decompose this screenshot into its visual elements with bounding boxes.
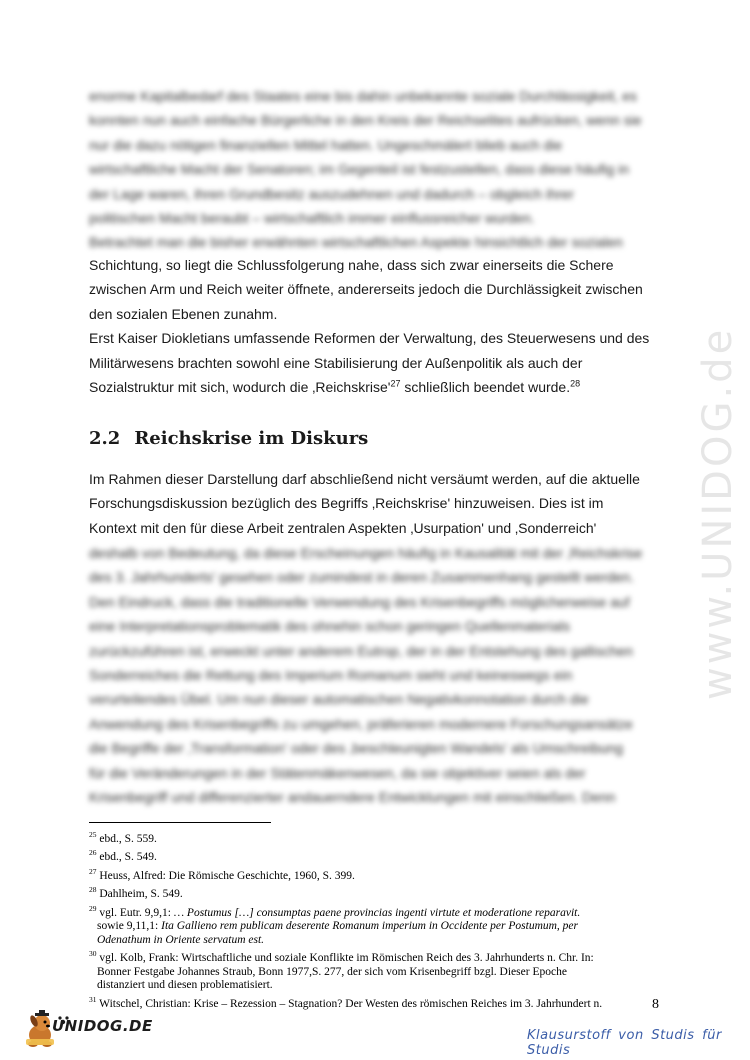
footnote-number: 30 xyxy=(89,949,97,959)
footnote-continuation xyxy=(89,934,664,948)
footnote-number: 25 xyxy=(89,830,97,839)
footnote-quote: Odenathum in Oriente servatum est. xyxy=(97,933,265,946)
footnote-text: ebd., S. 549. xyxy=(99,851,157,864)
footnote-number: 26 xyxy=(89,848,97,858)
text-segment: Sozialstruktur mit sich, wodurch die ‚Reichskrise' xyxy=(89,379,391,396)
text-line: Den Eindruck, dass die traditionelle Verwendung des Krisenbegriffs möglicherweise auf xyxy=(89,593,630,610)
text-line: für die Veränderungen in der Stätenmäkenwesen, da sie objektiver seien als der xyxy=(89,764,586,781)
footnote-27 xyxy=(89,865,664,883)
footnote-divider xyxy=(89,822,271,823)
footnote-30 xyxy=(89,947,664,993)
footnote-25 xyxy=(89,828,664,846)
watermark: www.UNIDOG.de xyxy=(695,326,741,700)
footnote-text: vgl. Kolb, Frank: Wirtschaftliche und soziale Konflikte im Römischen Reich des 3. Jahrhunderts n. Chr. In: xyxy=(99,952,594,965)
section-title: Reichskrise im Diskurs xyxy=(134,428,369,449)
text-line: eine Interpretationsproblematik des ohnehin schon geringen Quellenmaterials xyxy=(89,618,570,635)
text-line: enorme Kapitalbedarf des Staates eine bis dahin unbekannte soziale Durchlässigkeit, es xyxy=(89,88,637,104)
footnote-continuation xyxy=(89,920,664,934)
text-line: Betrachtet man die bisher erwähnten wirtschaftlichen Aspekte hinsichtlich der sozialen xyxy=(89,234,623,251)
text-line: Krisenbegriff und differenzierter andauerndere Entwicklungen mit einschließen. Denn xyxy=(89,789,616,806)
text-line: konnten nun auch einfache Bürgerliche in den Kreis der Reichselites aufrücken, wenn sie xyxy=(89,112,642,129)
text-segment: schließlich beendet wurde. xyxy=(400,379,571,396)
footnote-number: 31 xyxy=(89,994,97,1004)
text-line: die Begriffe der ‚Transformation' oder des ‚beschleunigten Wandels' als Umschreibung xyxy=(89,740,623,757)
text-line: zwischen Arm und Reich weiter öffnete, andererseits jedoch die Durchlässigkeit zwischen xyxy=(89,281,643,298)
logo-text[interactable]: UNIDOG.DE xyxy=(52,1017,153,1035)
blurred-paragraph-mid xyxy=(89,541,661,809)
text-line: Anwendung des Krisenbegriffs zu umgehen, präferieren modernere Forschungsansätze xyxy=(89,715,633,732)
text-line: Kontext mit den für diese Arbeit zentralen Aspekten ‚Usurpation' und ‚Sonderreich' xyxy=(89,519,597,536)
footnote-text: ebd., S. 559. xyxy=(99,832,157,845)
footnote-ref-27[interactable]: 27 xyxy=(390,378,401,389)
footnote-number: 27 xyxy=(89,866,97,876)
footnote-text: Dahlheim, S. 549. xyxy=(99,888,183,901)
paragraph-top xyxy=(89,253,661,399)
text-line: nur die dazu nötigen finanziellen Mittel hatten. Ungeschmälert blieb auch die xyxy=(89,136,563,153)
text-line: Im Rahmen dieser Darstellung darf abschließend nicht versäumt werden, auf die aktuelle xyxy=(89,471,640,487)
text-line: Militärwesens brachten sowohl eine Stabilisierung der Außenpolitik als auch der xyxy=(89,354,583,371)
footnote-text: sowie 9,11,1: xyxy=(97,920,162,933)
paragraph-mid xyxy=(89,467,661,540)
text-line: Erst Kaiser Diokletians umfassende Reformen der Verwaltung, des Steuerwesens und des xyxy=(89,330,650,347)
footnote-text: Heuss, Alfred: Die Römische Geschichte, 1960, S. 399. xyxy=(99,869,355,882)
text-line: wirtschaftliche Macht der Senatoren; im Gegenteil ist festzustellen, dass diese häufig in xyxy=(89,161,630,178)
footnote-26 xyxy=(89,846,664,864)
page-number: 8 xyxy=(652,997,659,1012)
text-line: Sonderreiches die Rettung des Imperium Romanum sieht und keineswegs ein xyxy=(89,667,573,684)
text-line: deshalb von Bedeutung, da diese Erscheinungen häufig in Kausalität mit der ‚Reichskrise xyxy=(89,545,643,561)
footnote-number: 28 xyxy=(89,885,97,895)
footnote-quote: … Postumus […] consumptas paene provincias ingenti virtute et moderatione reparavit. xyxy=(173,906,581,919)
footnote-text: Witschel, Christian: Krise – Rezession – Stagnation? Der Westen des römischen Reiches im 3. Jahrhundert n. xyxy=(99,997,603,1010)
text-line: der Lage waren, ihren Grundbesitz auszudehnen und dadurch – obgleich ihrer xyxy=(89,185,574,202)
footnote-31 xyxy=(89,993,664,1011)
footnote-continuation: distanziert und diesen problematisiert. xyxy=(97,979,273,992)
footnote-text: vgl. Eutr. 9,9,1: xyxy=(99,906,174,919)
footnote-28 xyxy=(89,883,664,901)
text-line: des 3. Jahrhunderts' gesehen oder zumindest in deren Zusammenhang gestellt werden. xyxy=(89,569,635,586)
text-line: zurückzuführen ist, erweckt unter anderem Eutrop, der in der Entstehung des gallischen xyxy=(89,642,633,659)
footnote-quote: Ita Gallieno rem publicam deserente Romanum imperium in Occidente per Postumum, per xyxy=(161,920,579,933)
text-line: Forschungsdiskussion bezüglich des Begriffs ‚Reichskrise' hinzuweisen. Dies ist im xyxy=(89,495,604,512)
text-line: Schichtung, so liegt die Schlussfolgerung nahe, dass sich zwar einerseits die Schere xyxy=(89,257,614,273)
footnote-number: 29 xyxy=(89,903,97,913)
section-number: 2.2 xyxy=(89,428,121,449)
text-line-last xyxy=(89,375,661,399)
text-line: verurteilendes Übel. Um nun dieser automatischen Negativkonnotation durch die xyxy=(89,691,589,708)
footnote-ref-28[interactable]: 28 xyxy=(570,378,581,389)
section-heading xyxy=(89,428,368,449)
text-line: den sozialen Ebenen zunahm. xyxy=(89,305,278,322)
text-line: politischen Macht beraubt – wirtschaftlich immer einflussreicher wurden. xyxy=(89,210,535,227)
footnote-29 xyxy=(89,902,664,948)
blurred-paragraph-top xyxy=(89,84,661,255)
footnotes xyxy=(89,828,664,1011)
footer-tagline: Klausurstoff von Studis für Studis xyxy=(527,1028,722,1058)
footnote-continuation: Bonner Festgabe Johannes Straub, Bonn 1977,S. 277, der sich vom Krisenbegriff bzgl. Dieser Epoche xyxy=(97,965,567,978)
